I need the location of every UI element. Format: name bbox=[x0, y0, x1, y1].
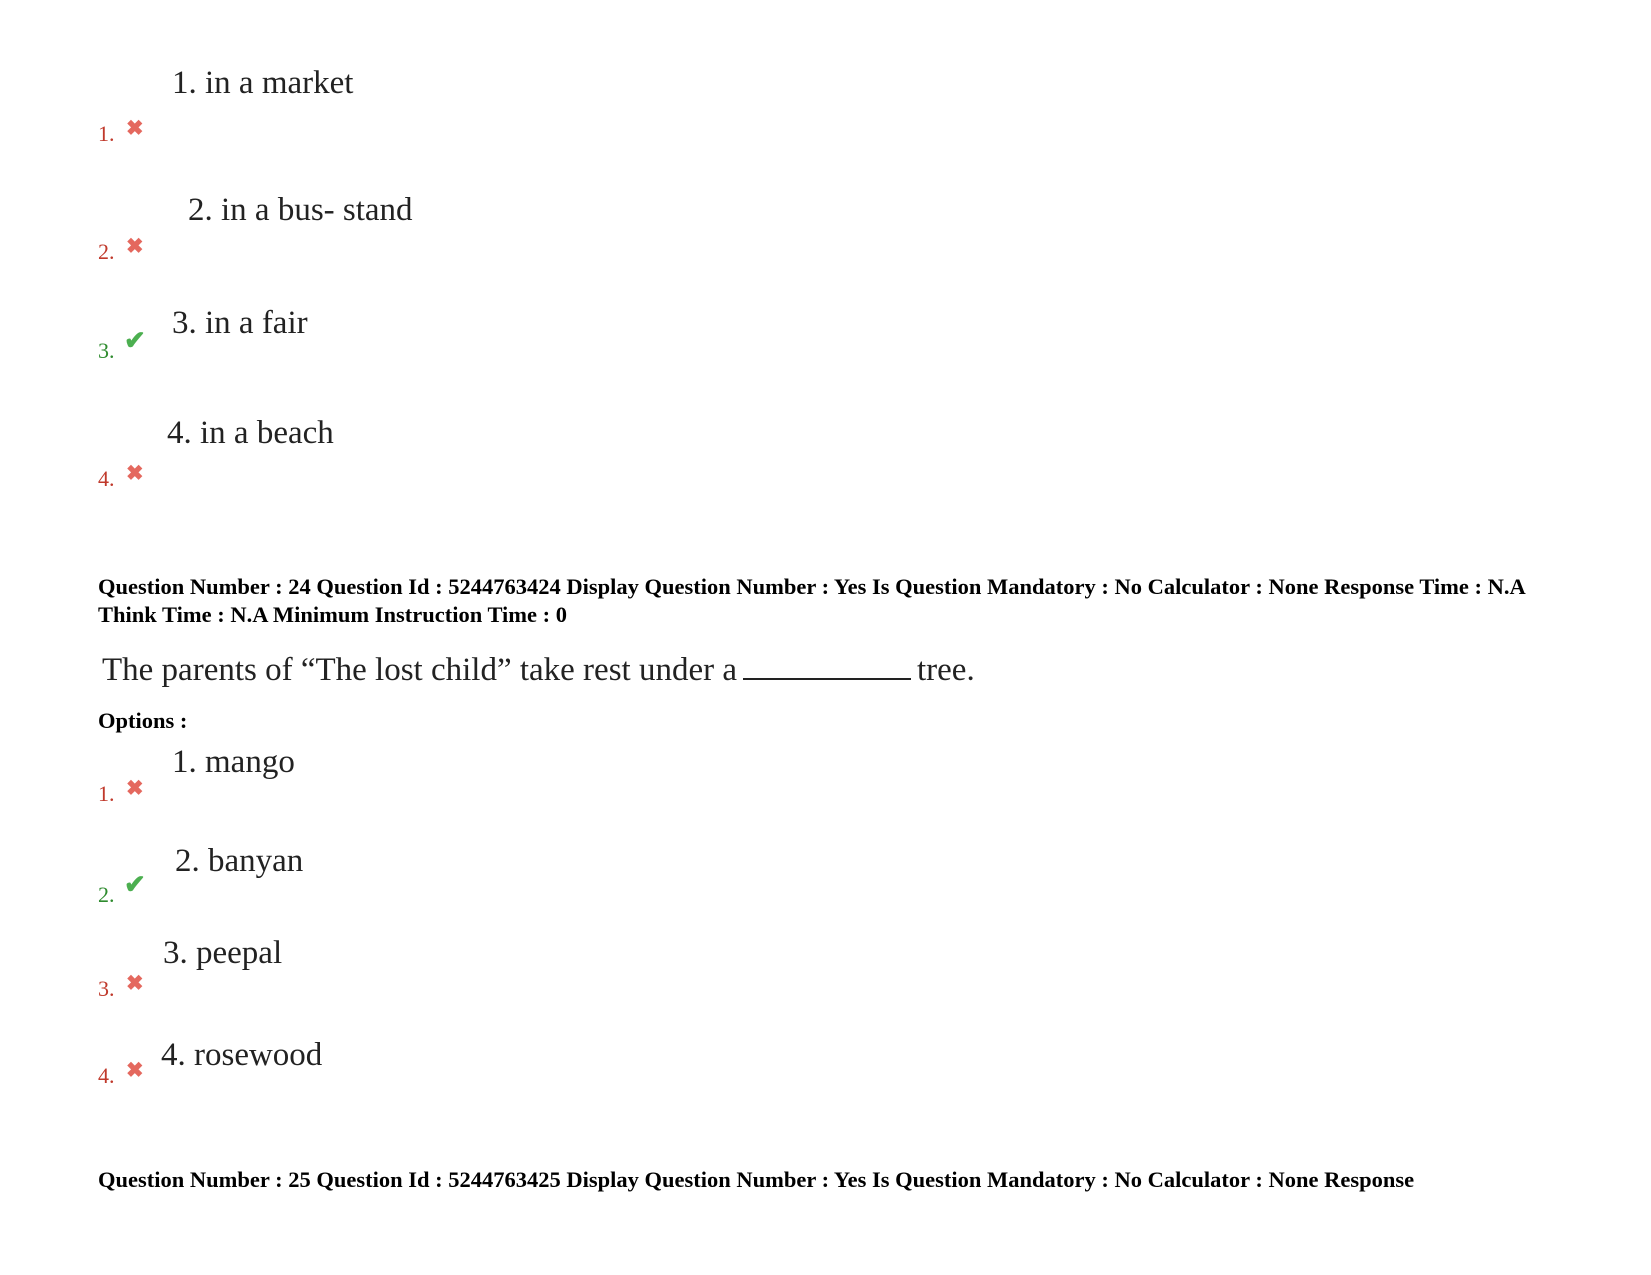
options-label: Options : bbox=[98, 708, 188, 733]
cross-icon: ✖ bbox=[126, 971, 144, 995]
option-number: 1. bbox=[98, 121, 115, 146]
q23-option-1-marker bbox=[98, 116, 144, 146]
q24-option-2-text: 2. banyan bbox=[175, 843, 304, 879]
option-number: 4. bbox=[98, 466, 115, 491]
q23-option-4-marker bbox=[98, 461, 144, 491]
q24-option-4-marker bbox=[98, 1058, 144, 1088]
check-icon: ✔ bbox=[124, 870, 146, 899]
cross-icon: ✖ bbox=[126, 116, 144, 140]
q23-option-2-text: 2. in a bus- stand bbox=[188, 192, 413, 228]
q23-option-1-text: 1. in a market bbox=[172, 65, 354, 101]
q24-stem bbox=[102, 650, 975, 690]
q23-option-2-marker bbox=[98, 234, 144, 264]
q24-option-3-text: 3. peepal bbox=[163, 935, 283, 971]
q24-option-3-marker bbox=[98, 971, 144, 1001]
check-icon: ✔ bbox=[124, 326, 146, 355]
option-number: 4. bbox=[98, 1063, 115, 1088]
q23-option-3-text: 3. in a fair bbox=[172, 305, 308, 341]
q24-stem-after: tree. bbox=[917, 652, 975, 688]
q23-option-3-marker bbox=[98, 326, 146, 363]
q24-option-1-marker bbox=[98, 776, 144, 806]
option-number: 2. bbox=[98, 882, 115, 907]
cross-icon: ✖ bbox=[126, 1058, 144, 1082]
option-number: 3. bbox=[98, 976, 115, 1001]
cross-icon: ✖ bbox=[126, 461, 144, 485]
q24-option-2-marker bbox=[98, 870, 146, 907]
q23-option-4-text: 4. in a beach bbox=[167, 415, 334, 451]
option-number: 1. bbox=[98, 781, 115, 806]
q25-meta: Question Number : 25 Question Id : 5244763425 Display Question Number : Yes Is Question Mandatory : No Calculator : None Response bbox=[98, 1167, 1415, 1192]
answer-blank bbox=[743, 650, 911, 680]
q24-stem-before: The parents of “The lost child” take rest under a bbox=[102, 652, 737, 688]
q24-option-1-text: 1. mango bbox=[172, 744, 295, 780]
option-number: 3. bbox=[98, 338, 115, 363]
cross-icon: ✖ bbox=[126, 234, 144, 258]
q24-meta: Question Number : 24 Question Id : 5244763424 Display Question Number : Yes Is Question Mandatory : No Calculator : None Response Time : N.A Think Time : N.A Minimum Instruction Time : 0 bbox=[98, 574, 1525, 627]
cross-icon: ✖ bbox=[126, 776, 144, 800]
option-number: 2. bbox=[98, 239, 115, 264]
q24-option-4-text: 4. rosewood bbox=[161, 1037, 323, 1073]
